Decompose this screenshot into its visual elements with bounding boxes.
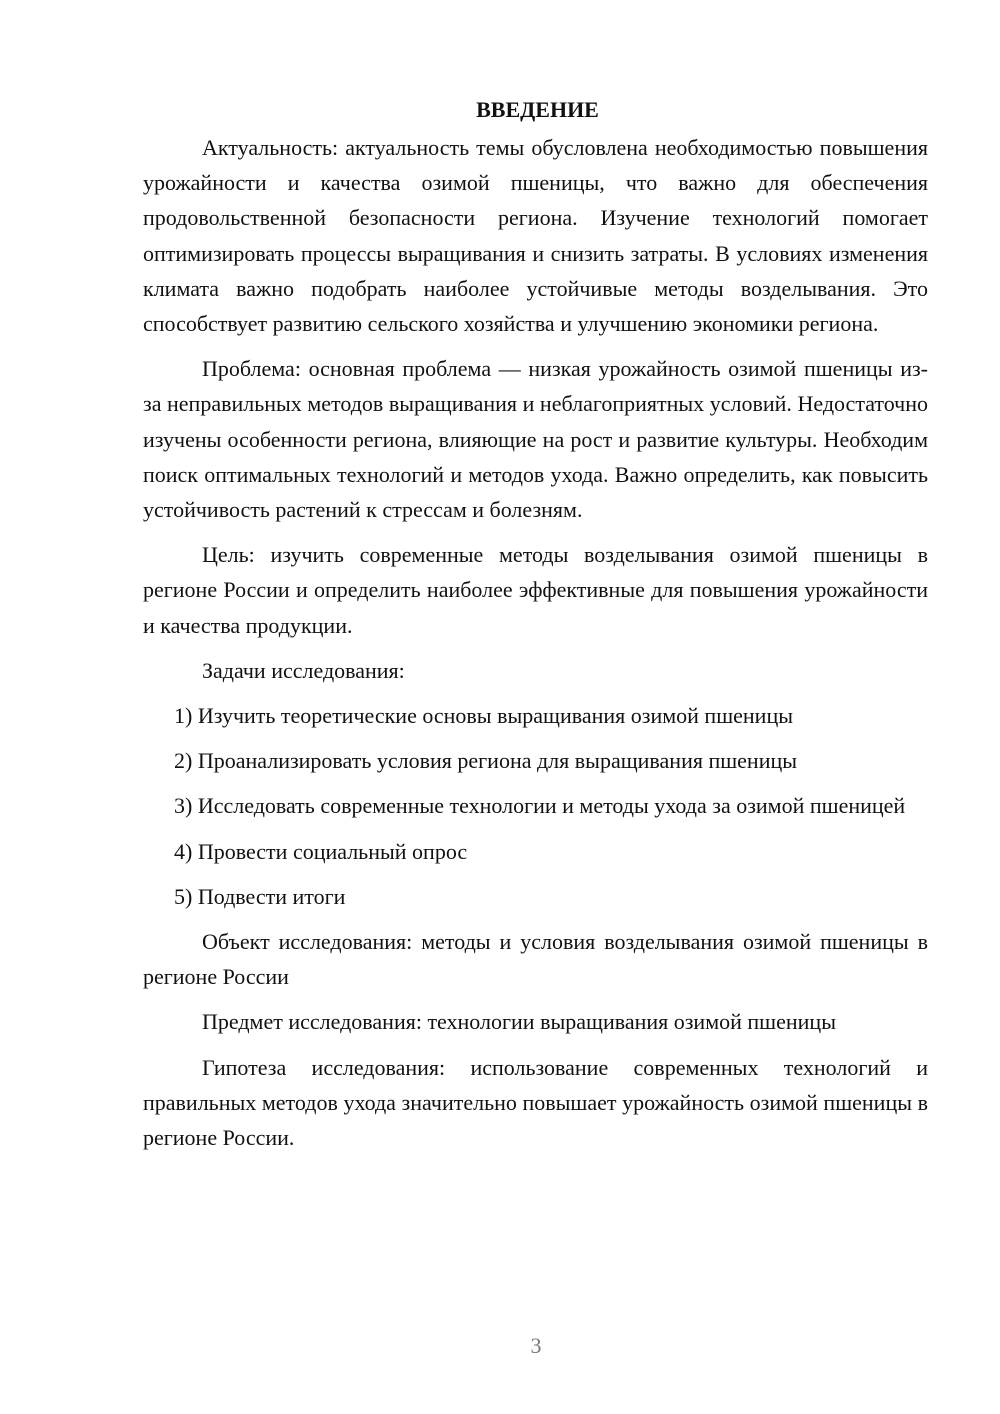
task-item: 2) Проанализировать условия региона для выращивания пшеницы bbox=[174, 748, 798, 774]
task-item: 3) Исследовать современные технологии и методы ухода за озимой пшеницей bbox=[174, 793, 906, 819]
page-number: 3 bbox=[530, 1333, 542, 1358]
goal-paragraph: Цель: изучить современные методы возделывания озимой пшеницы в регионе России и определить наиболее эффективные для повышения урожайности и качества продукции. bbox=[143, 542, 928, 638]
task-item: 1) Изучить теоретические основы выращивания озимой пшеницы bbox=[174, 703, 793, 729]
task-item: 5) Подвести итоги bbox=[174, 883, 346, 909]
object-paragraph: Объект исследования: методы и условия возделывания озимой пшеницы в регионе России bbox=[143, 929, 928, 990]
task-item: 4) Провести социальный опрос bbox=[174, 838, 468, 864]
tasks-heading: Задачи исследования: bbox=[202, 657, 405, 683]
hypothesis-paragraph: Гипотеза исследования: использование современных технологий и правильных методов ухода значительно повышает урожайность озимой пшеницы в регионе России. bbox=[143, 1054, 928, 1151]
problem-paragraph: Проблема: основная проблема — низкая урожайность озимой пшеницы из-за неправильных методов выращивания и неблагоприятных условий. Недостаточно изучены особенности региона, влияющие на рост и развитие культуры. Необходим поиск оптимальных технологий и методов ухода. Важно определить, как повысить устойчивость растений к стрессам и болезням. bbox=[143, 356, 928, 523]
relevance-paragraph: Актуальность: актуальность темы обусловлена необходимостью повышения урожайности и качества озимой пшеницы, что важно для обеспечения продовольственной безопасности региона. Изучение технологий помогает оптимизировать процессы выращивания и снизить затраты. В условиях изменения климата важно подобрать наиболее устойчивые методы возделывания. Это способствует развитию сельского хозяйства и улучшению экономики региона. bbox=[143, 135, 928, 337]
subject-paragraph: Предмет исследования: технологии выращивания озимой пшеницы bbox=[202, 1009, 836, 1035]
document-page bbox=[143, 92, 928, 1165]
page-title: ВВЕДЕНИЕ bbox=[476, 97, 599, 122]
